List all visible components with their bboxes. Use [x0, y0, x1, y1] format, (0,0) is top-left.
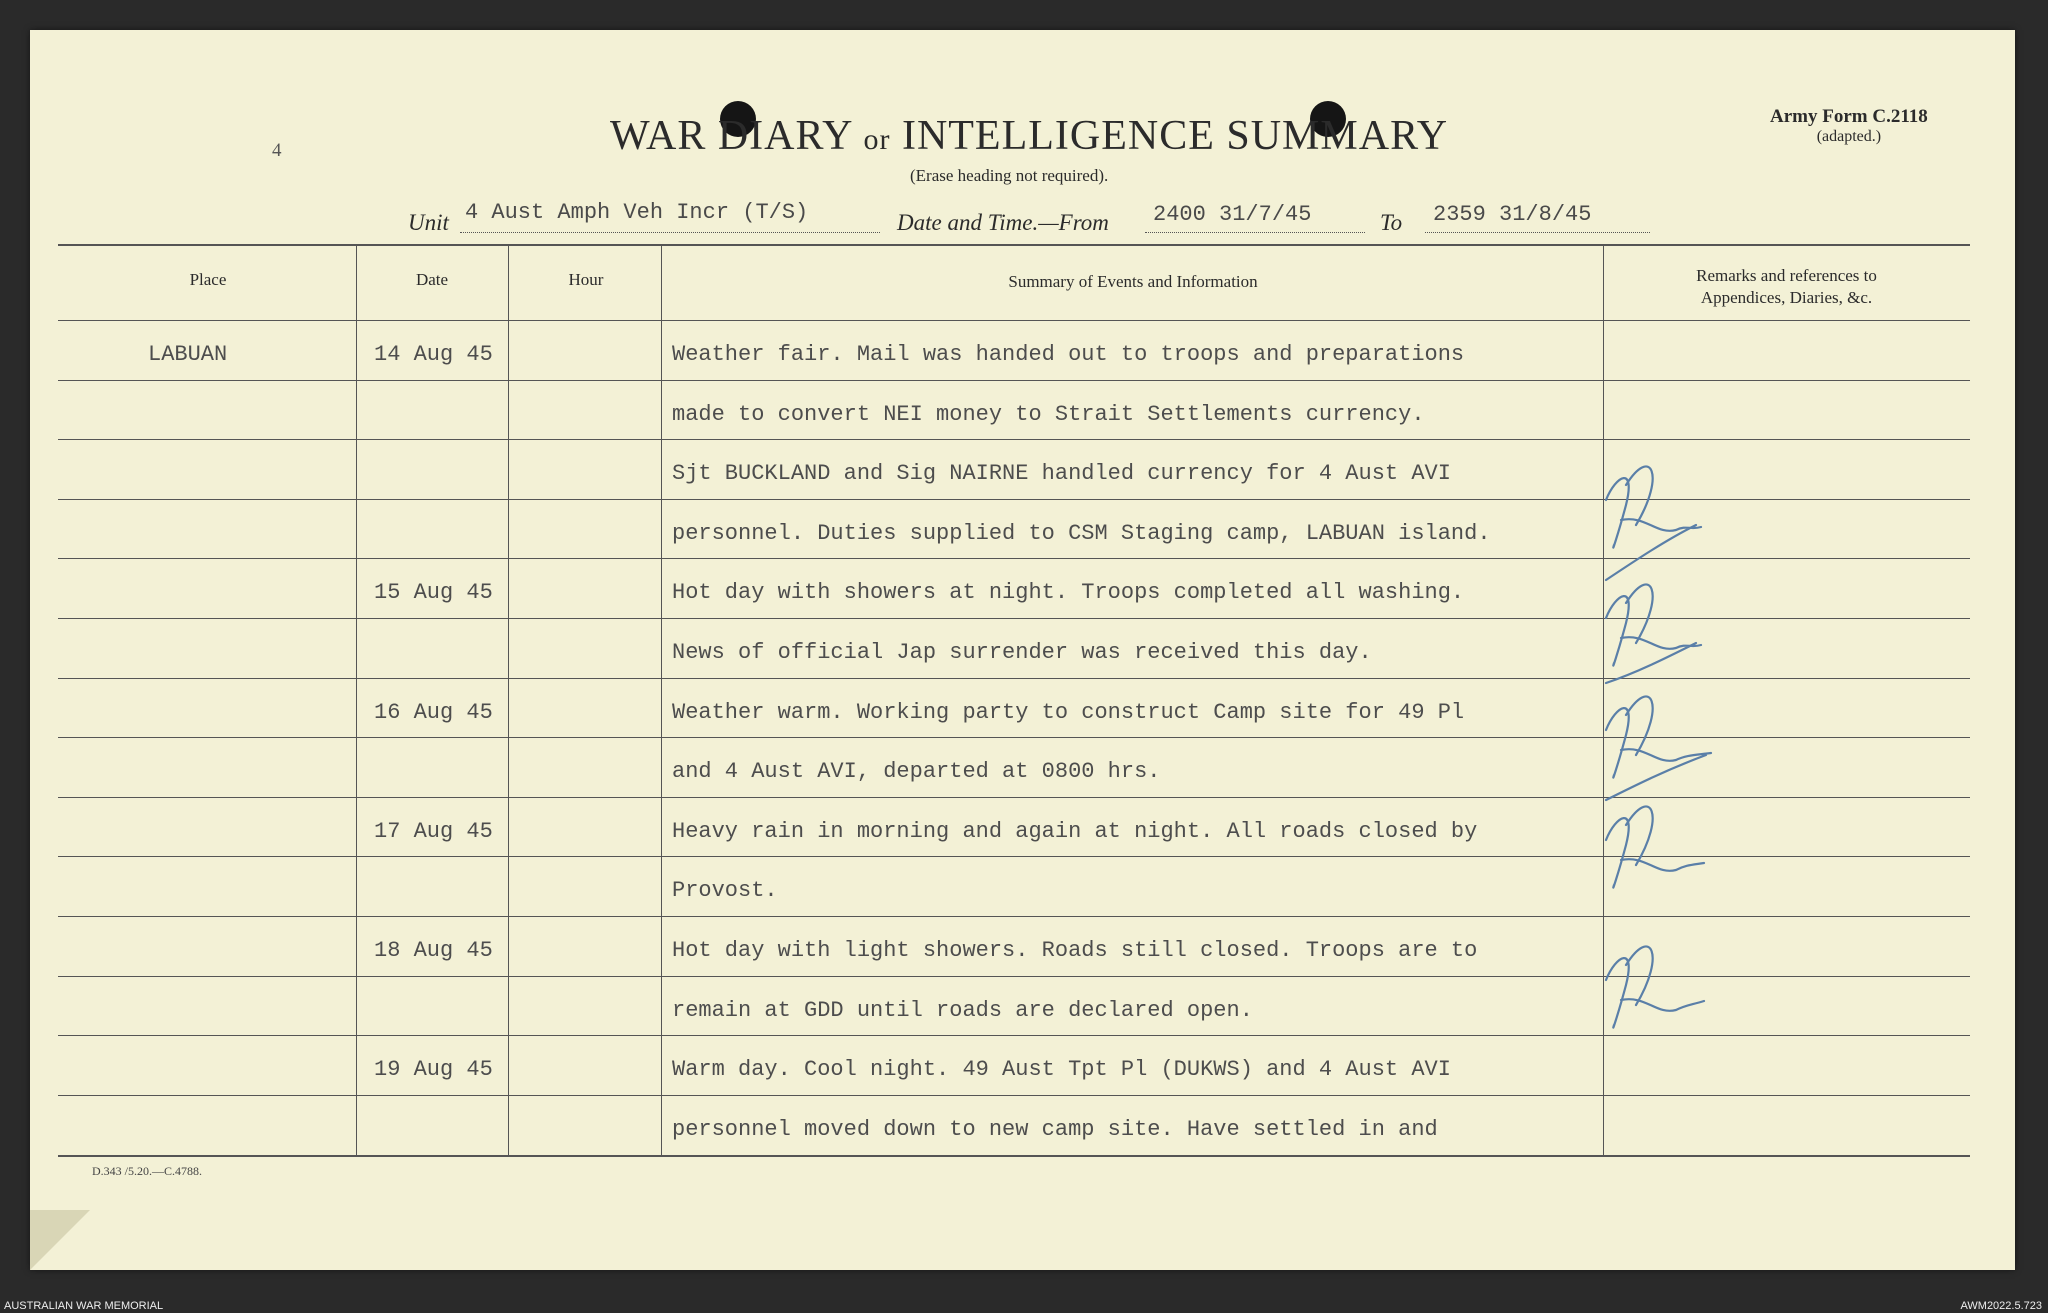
row-date: 19 Aug 45 [374, 1057, 493, 1083]
row-date: 17 Aug 45 [374, 818, 493, 844]
row-summary: News of official Jap surrender was received this day. [672, 640, 1372, 665]
subtitle: (Erase heading not required). [910, 166, 1109, 185]
initials-mark-4 [1606, 806, 1704, 887]
col-divider-date [508, 246, 509, 1156]
row-summary: remain at GDD until roads are declared open. [672, 997, 1253, 1023]
initials-mark-5 [1606, 946, 1704, 1027]
unit-label: Unit [408, 210, 449, 235]
title-or: or [863, 123, 891, 156]
row-rule [58, 1095, 1970, 1096]
date-to-value: 2359 31/8/45 [1433, 202, 1592, 227]
title-war-diary: WAR DIARY [610, 113, 852, 159]
row-summary: and 4 Aust AVI, departed at 0800 hrs. [672, 759, 1161, 785]
row-rule [58, 380, 1970, 381]
row-summary: personnel moved down to new camp site. Have settled in and [672, 1116, 1438, 1142]
folded-corner [30, 1210, 90, 1270]
date-from-label: Date and Time.—From [897, 210, 1109, 235]
row-summary: personnel. Duties supplied to CSM Staging camp, LABUAN island. [672, 520, 1491, 546]
initials-mark-2 [1606, 584, 1701, 683]
row-date: 16 Aug 45 [374, 699, 493, 725]
row-date: 15 Aug 45 [374, 580, 493, 606]
date-from-underline [1145, 232, 1365, 233]
row-summary: Weather fair. Mail was handed out to troops and preparations [672, 342, 1465, 367]
initials-signatures [1596, 445, 1716, 1065]
row-rule [58, 439, 1970, 440]
initials-mark-3 [1606, 696, 1711, 800]
title-intelligence-summary: INTELLIGENCE SUMMARY [901, 113, 1449, 159]
col-divider-hour [661, 246, 662, 1156]
col-header-date: Date [415, 270, 449, 289]
row-summary: Provost. [672, 878, 778, 904]
row-summary: Sjt BUCKLAND and Sig NAIRNE handled currency for 4 Aust AVI [672, 461, 1451, 487]
date-to-underline [1425, 232, 1650, 233]
page-number: 4 [272, 140, 282, 161]
col-header-hour: Hour [568, 270, 604, 289]
row-summary: made to convert NEI money to Strait Settlements currency. [672, 401, 1425, 427]
form-code: D.343 /5.20.—C.4788. [92, 1164, 203, 1178]
col-header-place: Place [189, 270, 227, 289]
credit-left: AUSTRALIAN WAR MEMORIAL [4, 1300, 164, 1312]
table-bottom-rule [58, 1155, 1970, 1157]
row-summary: Heavy rain in morning and again at night. All roads closed by [672, 818, 1478, 844]
col-divider-place [356, 246, 357, 1156]
col-header-remarks [1604, 265, 1969, 309]
remarks-line-1: Remarks and references to [1696, 266, 1877, 285]
date-from-value: 2400 31/7/45 [1153, 202, 1312, 227]
remarks-line-2: Appendices, Diaries, &c. [1700, 288, 1873, 307]
row-summary: Weather warm. Working party to construct Camp site for 49 Pl [672, 699, 1465, 725]
page-title [610, 112, 1448, 160]
unit-underline [460, 232, 880, 233]
row-place: LABUAN [148, 342, 228, 367]
credit-right: AWM2022.5.723 [1960, 1300, 2042, 1312]
col-header-summary: Summary of Events and Information [1008, 272, 1258, 291]
date-to-label: To [1380, 210, 1403, 235]
unit-value: 4 Aust Amph Veh Incr (T/S) [465, 200, 809, 225]
army-form-label [1770, 106, 1928, 146]
table-header-rule [58, 320, 1970, 321]
army-form-adapted: (adapted.) [1816, 128, 1882, 145]
initials-mark-1 [1606, 466, 1701, 580]
army-form-number: Army Form C.2118 [1770, 106, 1928, 127]
row-summary: Hot day with light showers. Roads still closed. Troops are to [672, 938, 1478, 963]
row-summary: Warm day. Cool night. 49 Aust Tpt Pl (DUKWS) and 4 Aust AVI [672, 1057, 1451, 1083]
row-date: 14 Aug 45 [374, 342, 493, 367]
row-date: 18 Aug 45 [374, 938, 493, 963]
row-summary: Hot day with showers at night. Troops completed all washing. [672, 580, 1465, 606]
table-top-rule [58, 244, 1970, 246]
